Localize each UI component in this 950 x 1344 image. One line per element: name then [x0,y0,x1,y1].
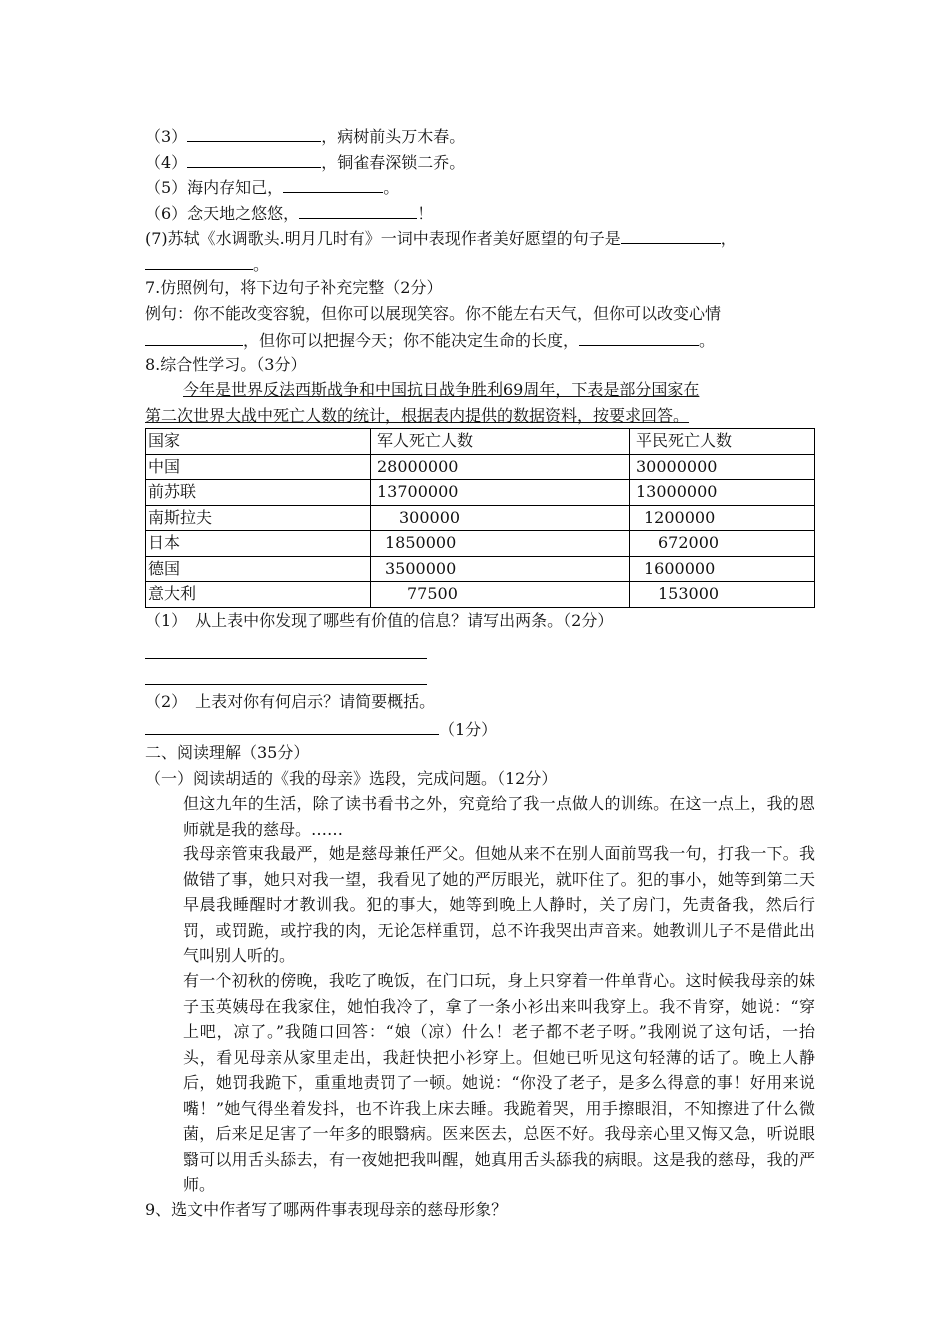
q7-blank-1[interactable] [621,224,721,244]
table-cell: 德国 [146,556,371,582]
table-row [146,582,815,608]
casualty-table [145,428,815,608]
table-row [146,505,815,531]
table-cell: 中国 [146,454,371,480]
q8-intro-2 [145,403,815,429]
table-cell: 153000 [630,582,815,608]
imitate-line2-end: 。 [699,331,716,350]
q6-blank[interactable] [299,199,417,219]
table-cell: 30000000 [630,454,815,480]
q4-number: （4） [145,152,188,172]
poem-q7-cont [145,250,815,276]
q6-text: （6）念天地之悠悠， [145,203,300,223]
exam-page [145,122,815,1223]
table-cell: 1200000 [630,505,815,531]
q3-number: （3） [145,127,188,146]
table-cell: 1850000 [371,531,630,557]
header-military: 军人死亡人数 [371,429,630,455]
imitate-line2-text: ，但你可以把握今天；你不能决定生命的长度， [243,331,580,350]
q8-intro-1 [145,377,815,403]
q7-imitate-title: 7.仿照例句，将下边句子补充完整（2分） [145,278,443,297]
table-cell: 1600000 [630,556,815,582]
table-cell: 77500 [371,582,630,608]
imitate-blank-1[interactable] [145,326,243,346]
q8-title: 8.综合性学习。（3分） [145,354,307,374]
table-cell: 300000 [371,505,630,531]
table-cell: 日本 [146,531,371,557]
table-cell: 意大利 [146,582,371,608]
poem-q5 [145,173,815,199]
imitate-blank-2[interactable] [579,326,699,346]
reading-paragraph-1: 但这九年的生活，除了读书看书之外，究竟给了我一点做人的训练。在这一点上，我的恩师就是我的慈母。…… [183,794,815,839]
section2-title: 二、阅读理解（35分） [145,743,310,762]
q5-text: （5）海内存知己， [145,178,284,197]
q4-text: ，铜雀春深锁二乔。 [321,152,466,172]
poem-q4 [145,148,815,174]
poem-q3 [145,122,815,148]
q5-end: 。 [383,178,400,197]
table-cell: 3500000 [371,556,630,582]
q7-comma: ， [720,229,737,248]
q8-sub2-score: （1分） [439,719,498,739]
q7-imitate-line2 [145,326,815,352]
q7-text: (7)苏轼《水调歌头.明月几时有》一词中表现作者美好愿望的句子是 [145,229,621,248]
q3-text: ，病树前头万木春。 [321,127,466,146]
q6-end: ！ [417,203,434,223]
table-row [146,531,815,557]
q7-blank-2[interactable] [145,250,253,270]
q9: 9、选文中作者写了哪两件事表现母亲的慈母形象？ [145,1200,508,1219]
q5-blank[interactable] [283,173,383,193]
table-cell: 前苏联 [146,480,371,506]
table-header-row [146,429,815,455]
poem-q7 [145,224,815,250]
q8-sub2-answer [145,715,815,741]
q8-sub1-answer-line-2[interactable] [145,662,427,685]
reading-paragraph-2: 我母亲管束我最严，她是慈母兼任严父。但她从来不在别人面前骂我一句，打我一下。我做错了事，她只对我一望，我看见了她的严厉眼光，就吓住了。犯的事小，她等到第二天早晨我睡醒时才教训我。犯的事大，她等到晚上人静时，关了房门，先责备我，然后行罚，或罚跪，或拧我的肉，无论怎样重罚，总不许我哭出声音来。她教训儿子不是借此出气叫别人听的。 [183,844,815,965]
table-row [146,556,815,582]
table-cell: 南斯拉夫 [146,505,371,531]
q8-sub2: （2） 上表对你有何启示？请简要概括。 [145,692,436,711]
table-cell: 13000000 [630,480,815,506]
poem-q6 [145,199,815,225]
q3-blank[interactable] [187,122,321,142]
header-civilian: 平民死亡人数 [630,429,815,455]
q7-end: 。 [253,254,270,274]
q8-sub2-answer-line[interactable] [145,715,439,735]
header-country: 国家 [146,429,371,455]
q8-intro-text-1: 今年是世界反法西斯战争和中国抗日战争胜利69周年，下表是部分国家在 [183,380,700,399]
q7-imitate-example: 例句：你不能改变容貌，但你可以展现笑容。你不能左右天气，但你可以改变心情 [145,303,722,323]
table-row [146,454,815,480]
q8-sub1-answer-line-1[interactable] [145,636,427,659]
table-row [146,480,815,506]
q8-sub1: （1） 从上表中你发现了哪些有价值的信息？请写出两条。（2分） [145,610,614,630]
part1-title: （一）阅读胡适的《我的母亲》选段，完成问题。（12分） [145,768,558,788]
reading-paragraph-3: 有一个初秋的傍晚，我吃了晚饭，在门口玩，身上只穿着一件单背心。这时候我母亲的妹子玉英姨母在我家住，她怕我冷了，拿了一条小衫出来叫我穿上。我不肯穿，她说：“穿上吧，凉了。”我随口回答：“娘（凉）什么！老子都不老子呀。”我刚说了这句话，一抬头，看见母亲从家里走出，我赶快把小衫穿上。但她已听见这句轻薄的话了。晚上人静后，她罚我跪下，重重地责罚了一顿。她说：“你没了老子，是多么得意的事！好用来说嘴！”她气得坐着发抖，也不许我上床去睡。我跪着哭，用手擦眼泪，不知擦进了什么微菌，后来足足害了一年多的眼翳病。医来医去，总医不好。我母亲心里又悔又急，听说眼翳可以用舌头舔去，有一夜她把我叫醒，她真用舌头舔我的病眼。这是我的慈母，我的严师。 [183,971,815,1194]
q8-intro-text-2: 第二次世界大战中死亡人数的统计，根据表内提供的数据资料，按要求回答。 [145,405,690,425]
table-cell: 28000000 [371,454,630,480]
table-cell: 672000 [630,531,815,557]
q4-blank[interactable] [187,148,321,168]
table-cell: 13700000 [371,480,630,506]
